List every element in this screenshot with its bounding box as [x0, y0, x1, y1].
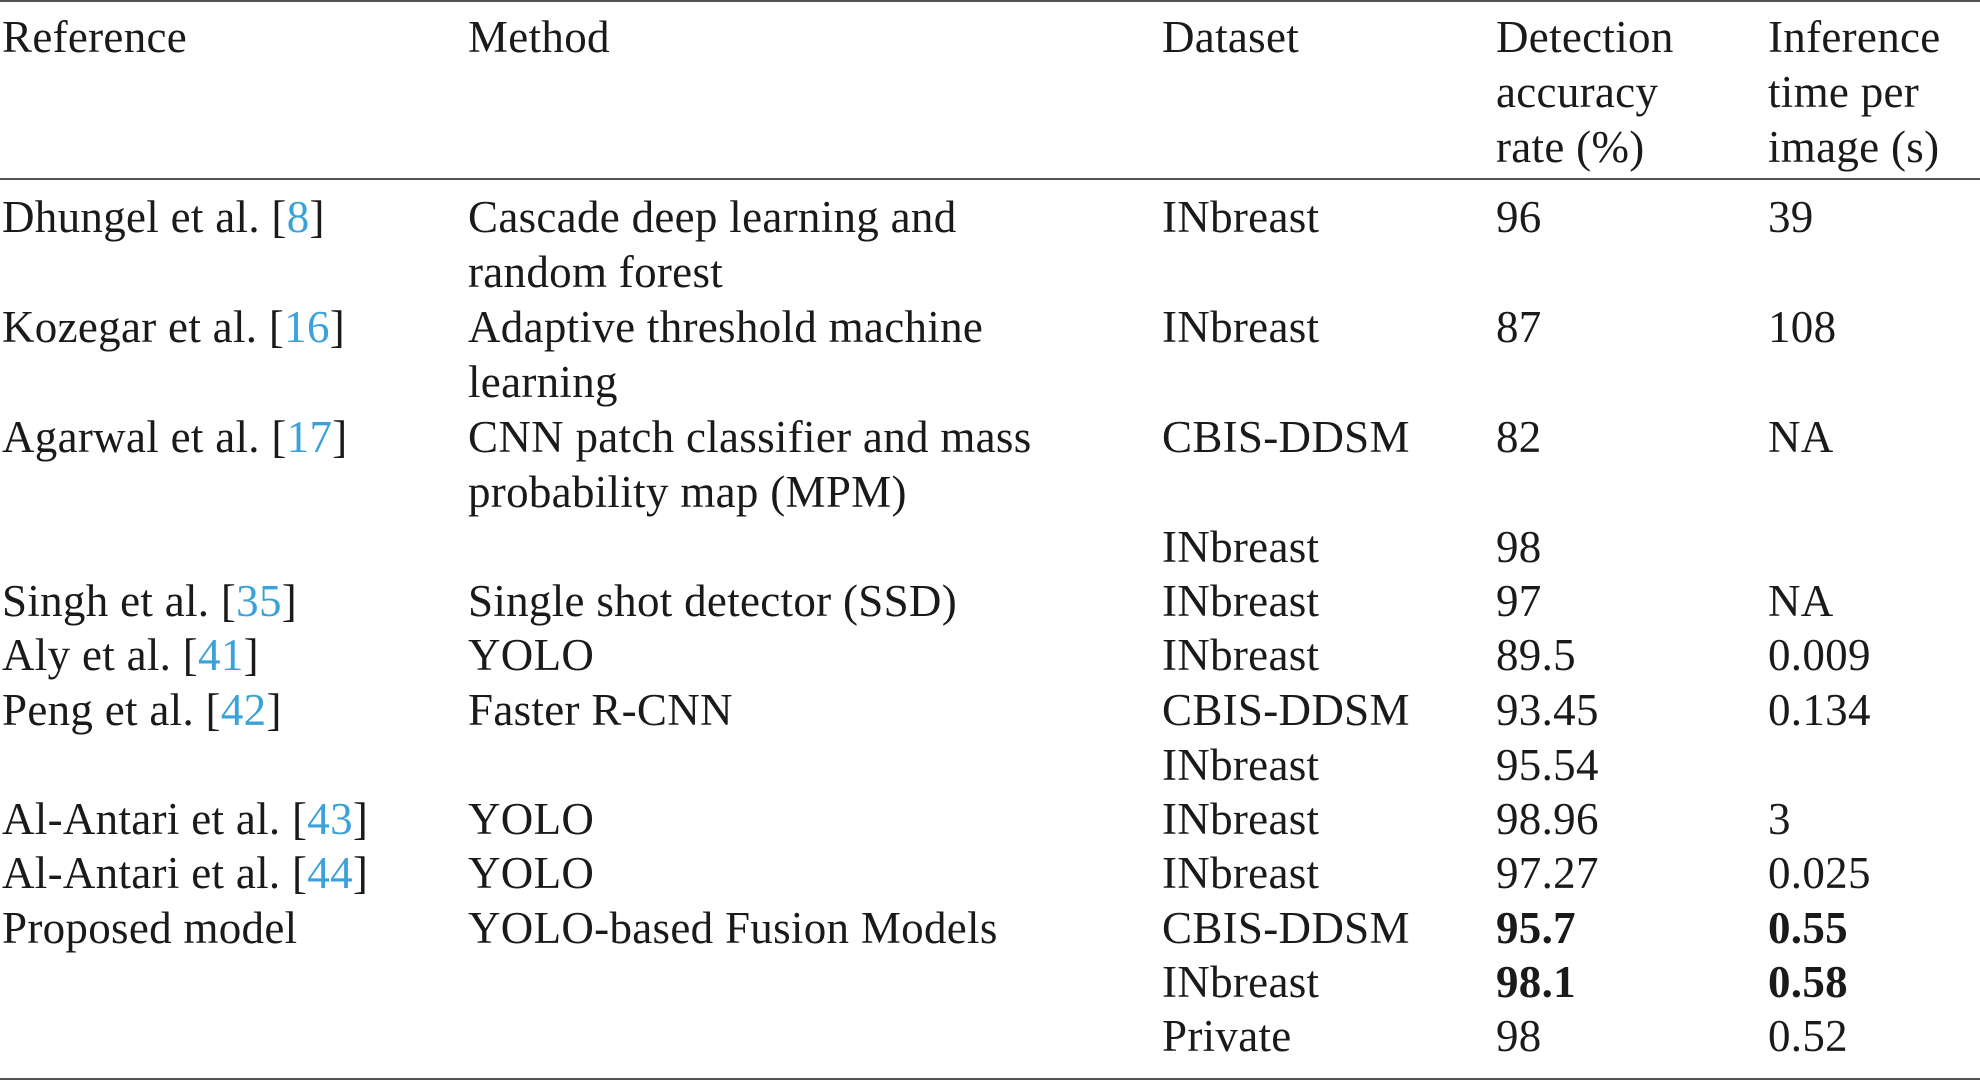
table-row-accuracy: 95.54 [1496, 740, 1599, 790]
table-row-accuracy: 98.96 [1496, 794, 1599, 844]
table-row-method [468, 410, 1032, 520]
reference-name: Singh et al. [ [2, 576, 237, 626]
header-time [1768, 10, 1941, 175]
reference-bracket: ] [243, 630, 259, 680]
header-method: Method [468, 12, 610, 62]
reference-name: Al-Antari et al. [ [2, 848, 308, 898]
table-row-method [468, 792, 594, 847]
table-row-accuracy: 98 [1496, 522, 1542, 572]
citation-link[interactable]: 17 [286, 412, 333, 462]
table-row-time: NA [1768, 412, 1834, 462]
method-line: Adaptive threshold machine [468, 302, 984, 352]
table-row-reference [2, 628, 259, 683]
table-row-accuracy: 98.1 [1496, 957, 1576, 1007]
citation-link[interactable]: 43 [307, 794, 353, 844]
header-time-line: time per [1768, 67, 1920, 117]
reference-name: Agarwal et al. [ [2, 412, 287, 462]
header-reference: Reference [2, 12, 188, 62]
method-line: learning [468, 357, 618, 407]
table-row-accuracy: 95.7 [1496, 903, 1576, 953]
table-row-reference [2, 190, 325, 245]
citation-link[interactable]: 8 [286, 192, 310, 242]
table-row-time: 0.55 [1768, 903, 1848, 953]
table-row-method [468, 574, 957, 629]
table-row-time: NA [1768, 576, 1834, 626]
citation-link[interactable]: 35 [236, 576, 282, 626]
table-row-method [468, 190, 957, 300]
table-row-reference [2, 683, 282, 738]
table-row-dataset: CBIS-DDSM [1162, 685, 1410, 735]
citation-link[interactable]: 44 [307, 848, 353, 898]
table-row-accuracy: 93.45 [1496, 685, 1599, 735]
header-dataset: Dataset [1162, 12, 1300, 62]
table-row-accuracy: 87 [1496, 302, 1542, 352]
table-row-time: 0.58 [1768, 957, 1848, 1007]
reference-name: Peng et al. [ [2, 685, 221, 735]
table-row-accuracy: 96 [1496, 192, 1542, 242]
table-row-dataset: Private [1162, 1011, 1292, 1061]
table-row-reference [2, 846, 368, 901]
table-row-method [468, 683, 733, 738]
citation-link[interactable]: 41 [198, 630, 244, 680]
reference-bracket: ] [281, 576, 298, 626]
header-accuracy-line: rate (%) [1496, 122, 1645, 172]
table-row-time: 0.134 [1768, 685, 1871, 735]
method-line: Cascade deep learning and [468, 192, 957, 242]
method-line: CNN patch classifier and mass [468, 412, 1032, 462]
header-time-line: Inference [1768, 12, 1941, 62]
table-row-time: 108 [1768, 302, 1837, 352]
table-row-dataset: INbreast [1162, 848, 1320, 898]
table-row-dataset: INbreast [1162, 522, 1320, 572]
table-row-dataset: INbreast [1162, 302, 1320, 352]
reference-name: Aly et al. [ [2, 630, 199, 680]
citation-link[interactable]: 16 [284, 302, 330, 352]
method-line: YOLO [468, 630, 595, 680]
reference-name: Dhungel et al. [ [2, 192, 287, 242]
table-top-rule [0, 0, 1980, 2]
method-line: Faster R-CNN [468, 685, 733, 735]
reference-name: Al-Antari et al. [ [2, 794, 308, 844]
table-row-dataset: INbreast [1162, 192, 1320, 242]
method-line: random forest [468, 247, 724, 297]
table-row-dataset: INbreast [1162, 740, 1320, 790]
method-line: Single shot detector (SSD) [468, 576, 958, 626]
method-line: probability map (MPM) [468, 467, 907, 517]
table-row-method [468, 300, 983, 410]
table-row-reference: Proposed model [2, 903, 298, 953]
table-row-dataset: CBIS-DDSM [1162, 903, 1410, 953]
table-row-dataset: INbreast [1162, 630, 1320, 680]
table-row-dataset: INbreast [1162, 576, 1320, 626]
table-row-time: 0.009 [1768, 630, 1871, 680]
table-row-dataset: CBIS-DDSM [1162, 412, 1410, 462]
reference-bracket: ] [332, 412, 348, 462]
table-header-rule [0, 178, 1980, 180]
method-line: YOLO [468, 794, 595, 844]
table-row-method [468, 846, 594, 901]
table-row-accuracy: 98 [1496, 1011, 1542, 1061]
table-row-method [468, 628, 594, 683]
table-row-method [468, 901, 998, 956]
table-row-accuracy: 97 [1496, 576, 1542, 626]
table-row-accuracy: 97.27 [1496, 848, 1599, 898]
table-row-accuracy: 89.5 [1496, 630, 1576, 680]
table-row-reference [2, 574, 297, 629]
header-time-line: image (s) [1768, 122, 1940, 172]
reference-name: Kozegar et al. [ [2, 302, 285, 352]
citation-link[interactable]: 42 [220, 685, 267, 735]
header-accuracy [1496, 10, 1674, 175]
reference-bracket: ] [309, 192, 325, 242]
table-row-reference [2, 792, 368, 847]
header-accuracy-line: Detection [1496, 12, 1674, 62]
table-row-dataset: INbreast [1162, 794, 1320, 844]
method-line: YOLO [468, 848, 595, 898]
table-row-time: 39 [1768, 192, 1814, 242]
table-row-time: 0.025 [1768, 848, 1871, 898]
table-row-accuracy: 82 [1496, 412, 1542, 462]
table-row-time: 0.52 [1768, 1011, 1848, 1061]
reference-bracket: ] [329, 302, 346, 352]
header-accuracy-line: accuracy [1496, 67, 1659, 117]
reference-bracket: ] [352, 848, 369, 898]
table-row-time: 3 [1768, 794, 1791, 844]
table-row-reference [2, 300, 345, 355]
reference-bracket: ] [266, 685, 282, 735]
method-line: YOLO-based Fusion Models [468, 903, 998, 953]
table-row-dataset: INbreast [1162, 957, 1320, 1007]
table-row-reference [2, 410, 348, 465]
reference-bracket: ] [352, 794, 369, 844]
